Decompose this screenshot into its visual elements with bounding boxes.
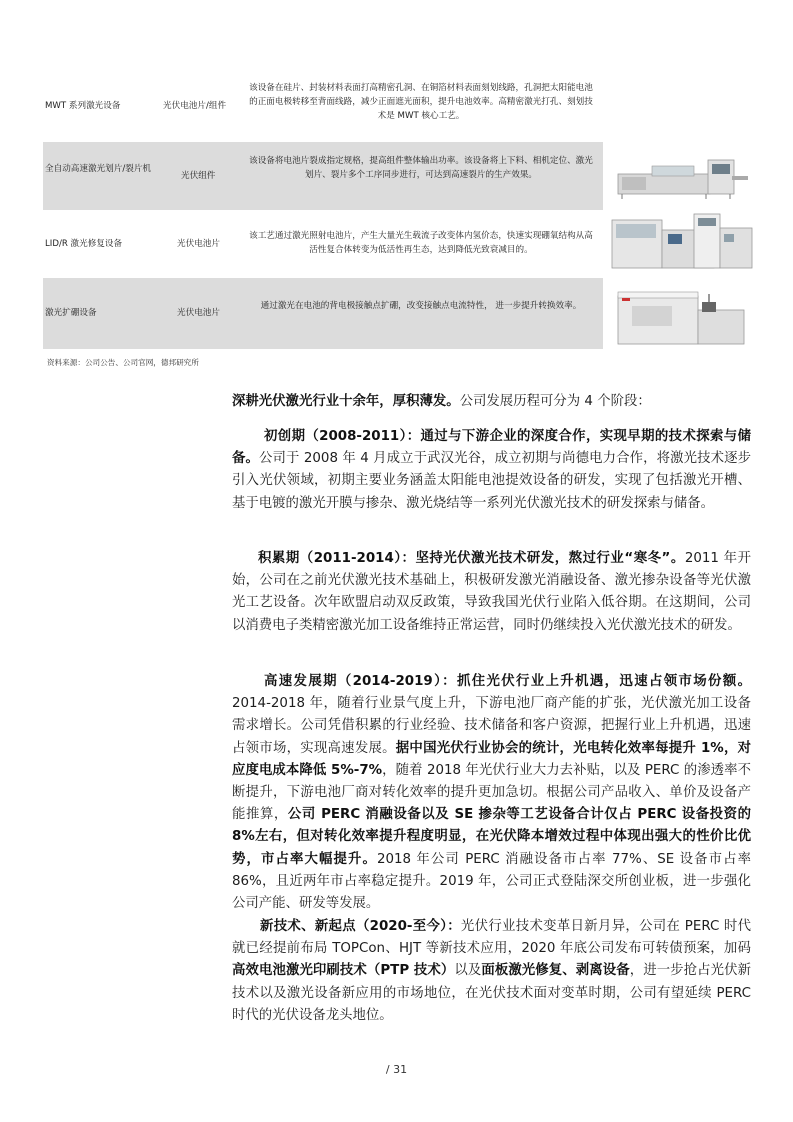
table-cell-desc: 该设备将电池片裂成指定规格，提高组件整体输出功率。该设备将上下料、相机定位、激光划片、裂片多个工序同步进行，可达到高速裂片的生产效果。 bbox=[249, 156, 593, 180]
stage4-bold-3: 面板激光修复、剥离设备 bbox=[481, 963, 630, 979]
equipment-table bbox=[43, 70, 603, 349]
table-cell-product: 光伏电池片 bbox=[177, 308, 220, 318]
stage4-bold-1: 新技术、新起点（2020-至今）： bbox=[260, 919, 461, 934]
repair-equipment-photo bbox=[608, 208, 758, 274]
page-number: / 31 bbox=[385, 1063, 408, 1076]
stage3-text-3: 2018 年公司 PERC 消融设备市占率 77%、SE 设备市占率 86%，且近两年市占率稳定提升。2019 年，公司正式登陆深交所创业板，进一步强化公司产能、研发等发展。 bbox=[232, 851, 751, 912]
stage1-text: 公司于 2008 年 4 月成立于武汉光谷，成立初期与尚德电力合作，将激光技术逐步引入光伏领域，初期主要业务涵盖太阳能电池提效设备的研发，实现了包括激光开槽、基于电镀的激光开膜与掺杂、激光烧结等一系列光伏激光技术的研发探索与储备。 bbox=[232, 451, 752, 511]
stage3-paragraph bbox=[232, 671, 751, 915]
table-cell-desc: 该工艺通过激光照射电池片，产生大量光生载流子改变体内氢价态，快速实现硼氧结构从高活性复合体转变为低活性再生态，达到降低光致衰减目的。 bbox=[249, 231, 593, 255]
table-cell-product: 光伏电池片 bbox=[177, 239, 220, 249]
stage3-text-1: 2014-2018 年，随着行业景气度上升，下游电池厂商产能的扩张，光伏激光加工设备需求增长。公司凭借积累的行业经验、技术储备和客户资源，把握行业上升机遇，迅速占领市场，实现高速发展。 bbox=[232, 696, 751, 756]
stage3-bold-3: 公司 PERC 消融设备以及 SE 掺杂等工艺设备合计仅占 PERC 设备投资的 8%左右，但对转化效率提升程度明显，在光伏降本增效过程中体现出强大的性价比优势，市占率大幅提升。 bbox=[232, 807, 752, 867]
stage2-bold: 积累期（2011-2014）：坚持光伏激光技术研发，熬过行业“寒冬”。 bbox=[258, 551, 685, 566]
stage4-text-2: 以及 bbox=[454, 963, 482, 979]
table-cell-product: 光伏电池片/组件 bbox=[163, 101, 227, 111]
stage2-text: 2011 年开始，公司在之前光伏激光技术基础上，积极研发激光消融设备、激光掺杂设备等光伏激光工艺设备。次年欧盟启动双反政策，导致我国光伏行业陷入低谷期。在这期间，公司以消费电子类精密激光加工设备维持正常运营，同时仍继续投入光伏激光技术的研发。 bbox=[232, 551, 751, 633]
intro-paragraph bbox=[232, 391, 751, 413]
stage3-text-2: ，随着 2018 年光伏行业大力去补贴，以及 PERC 的渗透率不断提升，下游电池厂商对转化效率的提升更加急切。根据公司产品收入、单价及设备产能推算， bbox=[232, 762, 752, 823]
table-cell-desc: 通过激光在电池的背电极接触点扩硼，改变接触点电流特性， 进一步提升转换效率。 bbox=[260, 301, 582, 311]
stage4-text-1: 光伏行业技术变革日新月异，公司在 PERC 时代就已经提前布局 TOPCon、HJT 等新技术应用，2020 年底公司发布可转债预案，加码 bbox=[232, 919, 751, 957]
stage1-paragraph bbox=[232, 426, 751, 515]
table-row bbox=[43, 142, 603, 210]
stage3-bold-2: 据中国光伏行业协会的统计，光电转化效率每提升 1%，对应度电成本降低 5%-7% bbox=[232, 740, 751, 778]
stage4-bold-2: 高效电池激光印刷技术（PTP 技术） bbox=[232, 963, 455, 979]
table-cell-name: LID/R 激光修复设备 bbox=[45, 239, 123, 249]
stage1-bold: 初创期（2008-2011）：通过与下游企业的深度合作，实现早期的技术探索与储备。 bbox=[232, 429, 751, 467]
table-row bbox=[43, 278, 603, 349]
table-row bbox=[43, 70, 603, 142]
stage4-text-3: ，进一步抢占光伏新技术以及激光设备新应用的市场地位，在光伏技术面对变革时期，公司有望延续 PERC 时代的光伏设备龙头地位。 bbox=[232, 963, 752, 1023]
table-source-note: 资料来源：公司公告、公司官网，德邦研究所 bbox=[47, 358, 199, 367]
table-cell-product: 光伏组件 bbox=[181, 171, 216, 181]
table-cell-name: MWT 系列激光设备 bbox=[45, 101, 121, 111]
stage3-bold-1: 高速发展期（2014-2019）：抓住光伏行业上升机遇，迅速占领市场份额。 bbox=[264, 674, 751, 689]
table-cell-name: 全自动高速激光划片/裂片机 bbox=[45, 164, 152, 174]
stage4-paragraph bbox=[232, 916, 751, 1027]
table-cell-name: 激光扩硼设备 bbox=[45, 308, 97, 318]
table-cell-desc: 该设备在硅片、封装材料表面打高精密孔洞、在铜箔材料表面刻划线路，孔洞把太阳能电池的正面电极转移至背面线路，减少正面遮光面积，提升电池效率。高精密激光打孔、刻划技术是 MWT 核心工艺。 bbox=[249, 83, 593, 121]
table-row bbox=[43, 210, 603, 278]
intro-text: 公司发展历程可分为 4 个阶段： bbox=[459, 394, 651, 409]
scriber-machine-photo bbox=[608, 146, 758, 202]
stage2-paragraph bbox=[232, 548, 751, 637]
intro-bold: 深耕光伏激光行业十余年，厚积薄发。 bbox=[232, 394, 460, 409]
boron-equipment-photo bbox=[610, 280, 760, 350]
